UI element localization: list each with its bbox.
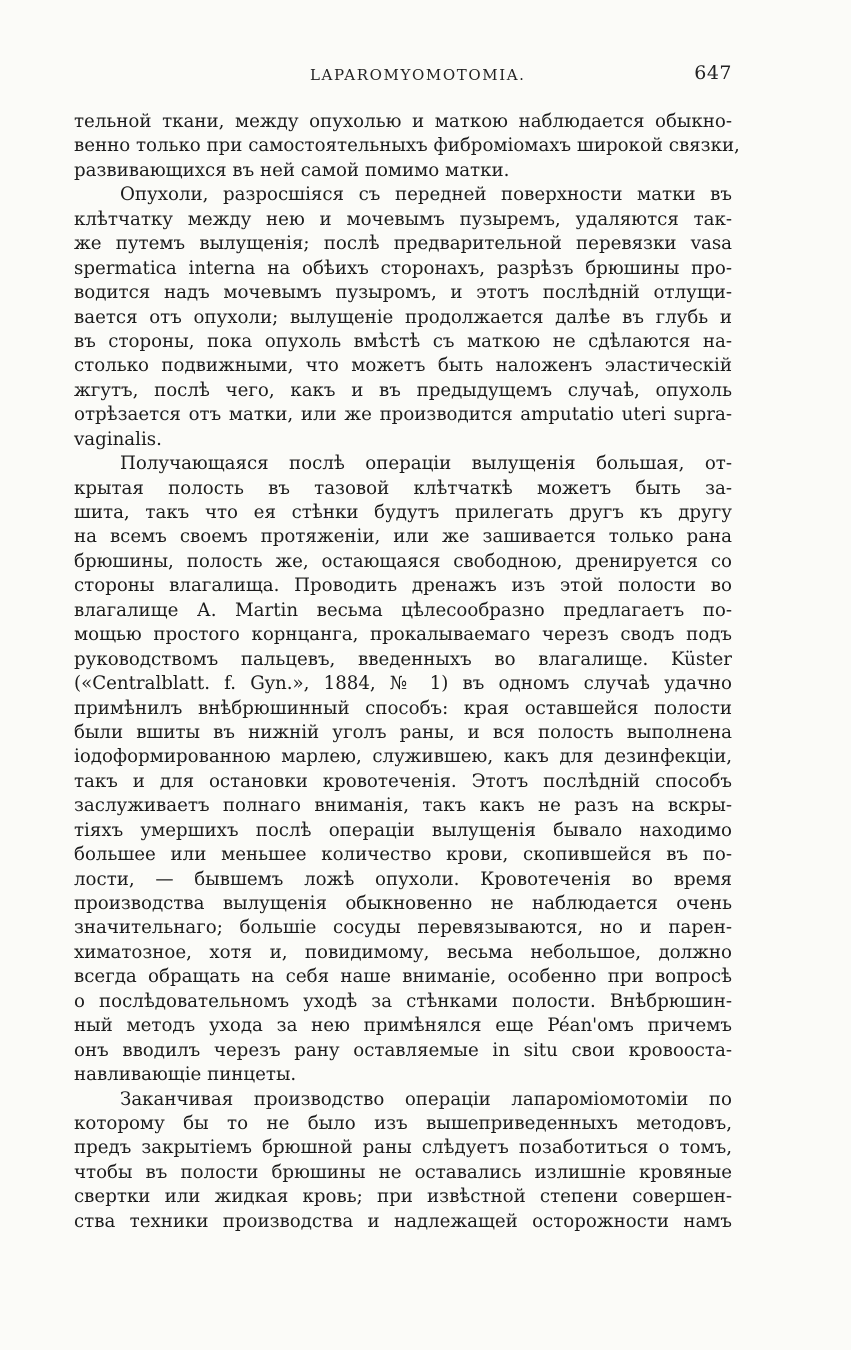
running-head [74,62,732,90]
text-line: такъ и для остановки кровотеченія. Этотъ послѣдній способъ [74,770,732,792]
text-line: vaginalis. [74,428,162,450]
text-line: свертки или жидкая кровь; при извѣстной степени совершен- [74,1186,732,1208]
text-line: въ стороны, пока опухоль вмѣстѣ съ маткою не сдѣлаются на- [74,330,732,352]
text-line: водится надъ мочевымъ пузыромъ, и этотъ послѣдній отлущи- [74,282,732,304]
text-line: большее или меньшее количество крови, скопившейся въ по- [74,844,732,866]
text-line: іодоформированною марлею, служившею, какъ для дезинфекціи, [74,746,732,768]
text-line: на всемъ своемъ протяженіи, или же зашивается только рана [74,526,732,548]
text-line: о послѣдовательномъ уходѣ за стѣнками полости. Внѣбрюшин- [74,990,732,1012]
text-line: предъ закрытіемъ брюшной раны слѣдуетъ позаботиться о томъ, [74,1137,732,1159]
text-line: шита, такъ что ея стѣнки будутъ прилегать другъ къ другу [74,502,732,523]
text-line: заслуживаетъ полнаго вниманія, такъ какъ не разъ на вскры- [74,795,732,817]
text-line: которому бы то не было изъ вышеприведенныхъ методовъ, [74,1112,732,1134]
text-line: Получающаяся послѣ операціи вылущенія большая, от- [120,453,732,475]
text-line: брюшины, полость же, остающаяся свободною, дренируется со [74,550,732,572]
text-line: химатозное, хотя и, повидимому, весьма небольшое, должно [74,941,732,963]
text-line: руководствомъ пальцевъ, введенныхъ во влагалище. Küster [74,648,732,670]
text-line: были вшиты въ нижній уголъ раны, и вся полость выполнена [74,721,732,743]
text-line: («Centralblatt. f. Gyn.», 1884, № 1) въ одномъ случаѣ удачно [74,673,732,695]
text-line: развивающихся въ ней самой помимо матки. [74,159,510,181]
text-line: лости, — бывшемъ ложѣ опухоли. Кровотеченія во время [74,868,732,890]
text-line: тельной ткани, между опухолью и маткою наблюдается обыкно- [74,111,732,132]
text-line: жгутъ, послѣ чего, какъ и въ предыдущемъ случаѣ, опухоль [74,379,732,401]
text-line: отрѣзается отъ матки, или же производится amputatio uteri supra- [74,404,732,426]
text-line: всегда обращать на себя наше вниманіе, особенно при вопросѣ [74,966,732,988]
text-line: навливающіе пинцеты. [74,1064,297,1086]
text-line: вается отъ опухоли; вылущеніе продолжается далѣе въ глубь и [74,306,732,328]
text-line: Заканчивая производство операціи лапароміомотоміи по [120,1088,732,1110]
text-line: же путемъ вылущенія; послѣ предварительной перевязки vasa [74,233,732,255]
text-line: мощью простого корнцанга, прокалываемаго черезъ сводъ подъ [74,624,732,646]
text-line: производства вылущенія обыкновенно не наблюдается очень [74,893,732,914]
body-text [74,110,740,1234]
text-line: чтобы въ полости брюшины не оставались излишніе кровяные [74,1161,732,1183]
text-line: крытая полость въ тазовой клѣтчаткѣ можетъ быть за- [74,477,732,499]
text-line: стороны влагалища. Проводить дренажъ изъ этой полости во [74,575,732,597]
text-line: влагалище А. Martin весьма цѣлесообразно предлагаетъ по- [74,599,732,621]
text-line: тіяхъ умершихъ послѣ операціи вылущенія бывало находимо [74,819,732,841]
text-line: клѣтчатку между нею и мочевымъ пузыремъ, удаляются так- [74,208,732,230]
text-line: Опухоли, разросшіяся съ передней поверхности матки въ [120,184,732,206]
text-line: венно только при самостоятельныхъ фиброміомахъ широкой связки, [74,135,740,157]
text-line: значительнаго; большіе сосуды перевязываются, но и парен- [74,917,732,939]
text-line: онъ вводилъ черезъ рану оставляемые in situ свои кровооста- [74,1039,732,1061]
text-line: spermatica interna на обѣихъ сторонахъ, разрѣзъ брюшины про- [74,257,732,279]
text-line: ства техники производства и надлежащей осторожности намъ [74,1210,732,1232]
text-line: столько подвижными, что можетъ быть наложенъ эластическій [74,355,732,377]
text-line: примѣнилъ внѣбрюшинный способъ: края оставшейся полости [74,697,732,719]
running-title: LAPAROMYOMOTOMIA. [310,66,526,84]
page-number: 647 [694,62,732,84]
text-line: ный методъ ухода за нею примѣнялся еще Péan'омъ причемъ [74,1015,732,1037]
